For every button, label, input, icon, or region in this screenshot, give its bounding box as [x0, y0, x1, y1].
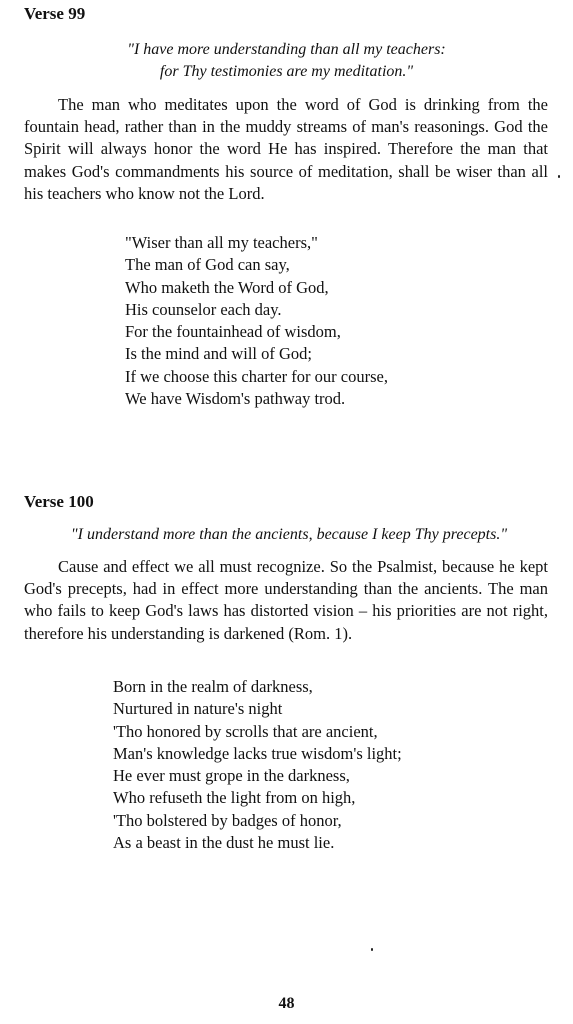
- poem-line: Is the mind and will of God;: [125, 344, 312, 364]
- poem-line: The man of God can say,: [125, 255, 290, 275]
- poem-line: 'Tho bolstered by badges of honor,: [113, 810, 342, 830]
- scan-speck: [371, 948, 373, 951]
- poem-line: Man's knowledge lacks true wisdom's light;: [113, 743, 402, 763]
- verse-99-quote-line-2: for Thy testimonies are my meditation.": [159, 63, 414, 80]
- poem-line: Nurtured in nature's night: [113, 699, 283, 719]
- poem-line: We have Wisdom's pathway trod.: [125, 389, 346, 409]
- verse-100-poem: [113, 676, 402, 854]
- verse-99-poem: [125, 232, 388, 410]
- poem-line: He ever must grope in the darkness,: [113, 766, 350, 786]
- verse-99-commentary: The man who meditates upon the word of God is drinking from the fountain head, rather than in the muddy streams of man's reasonings. God the Spirit will always honor the word He has inspired. Therefore the man that makes God's commandments his source of meditation, shall be wiser than all his teachers who know not the Lord.: [24, 95, 548, 203]
- poem-line: "Wiser than all my teachers,": [125, 233, 318, 252]
- verse-100-heading: Verse 100: [24, 492, 94, 511]
- poem-line: His counselor each day.: [125, 299, 282, 319]
- poem-line: If we choose this charter for our course,: [125, 366, 388, 386]
- poem-line: Born in the realm of darkness,: [113, 677, 313, 696]
- verse-100-quote-line-1: "I understand more than the ancients, because I keep Thy precepts.": [70, 526, 508, 543]
- poem-line: As a beast in the dust he must lie.: [113, 833, 335, 853]
- scan-speck: [558, 175, 560, 178]
- poem-line: Who maketh the Word of God,: [125, 277, 329, 297]
- verse-99-heading: Verse 99: [24, 4, 86, 23]
- poem-line: For the fountainhead of wisdom,: [125, 322, 341, 342]
- poem-line: Who refuseth the light from on high,: [113, 788, 356, 808]
- verse-99-quote-line-1: "I have more understanding than all my teachers:: [127, 41, 446, 58]
- verse-100-commentary: Cause and effect we all must recognize. So the Psalmist, because he kept God's precepts, had in effect more understanding than the ancients. The man who fails to keep God's laws has distorted vision – his priorities are not right, therefore his understanding is darkened (Rom. 1).: [24, 557, 548, 643]
- poem-line: 'Tho honored by scrolls that are ancient,: [113, 721, 378, 741]
- verse-99-quote: [30, 39, 543, 83]
- page-number: 48: [278, 995, 295, 1012]
- verse-100-quote: [24, 524, 554, 546]
